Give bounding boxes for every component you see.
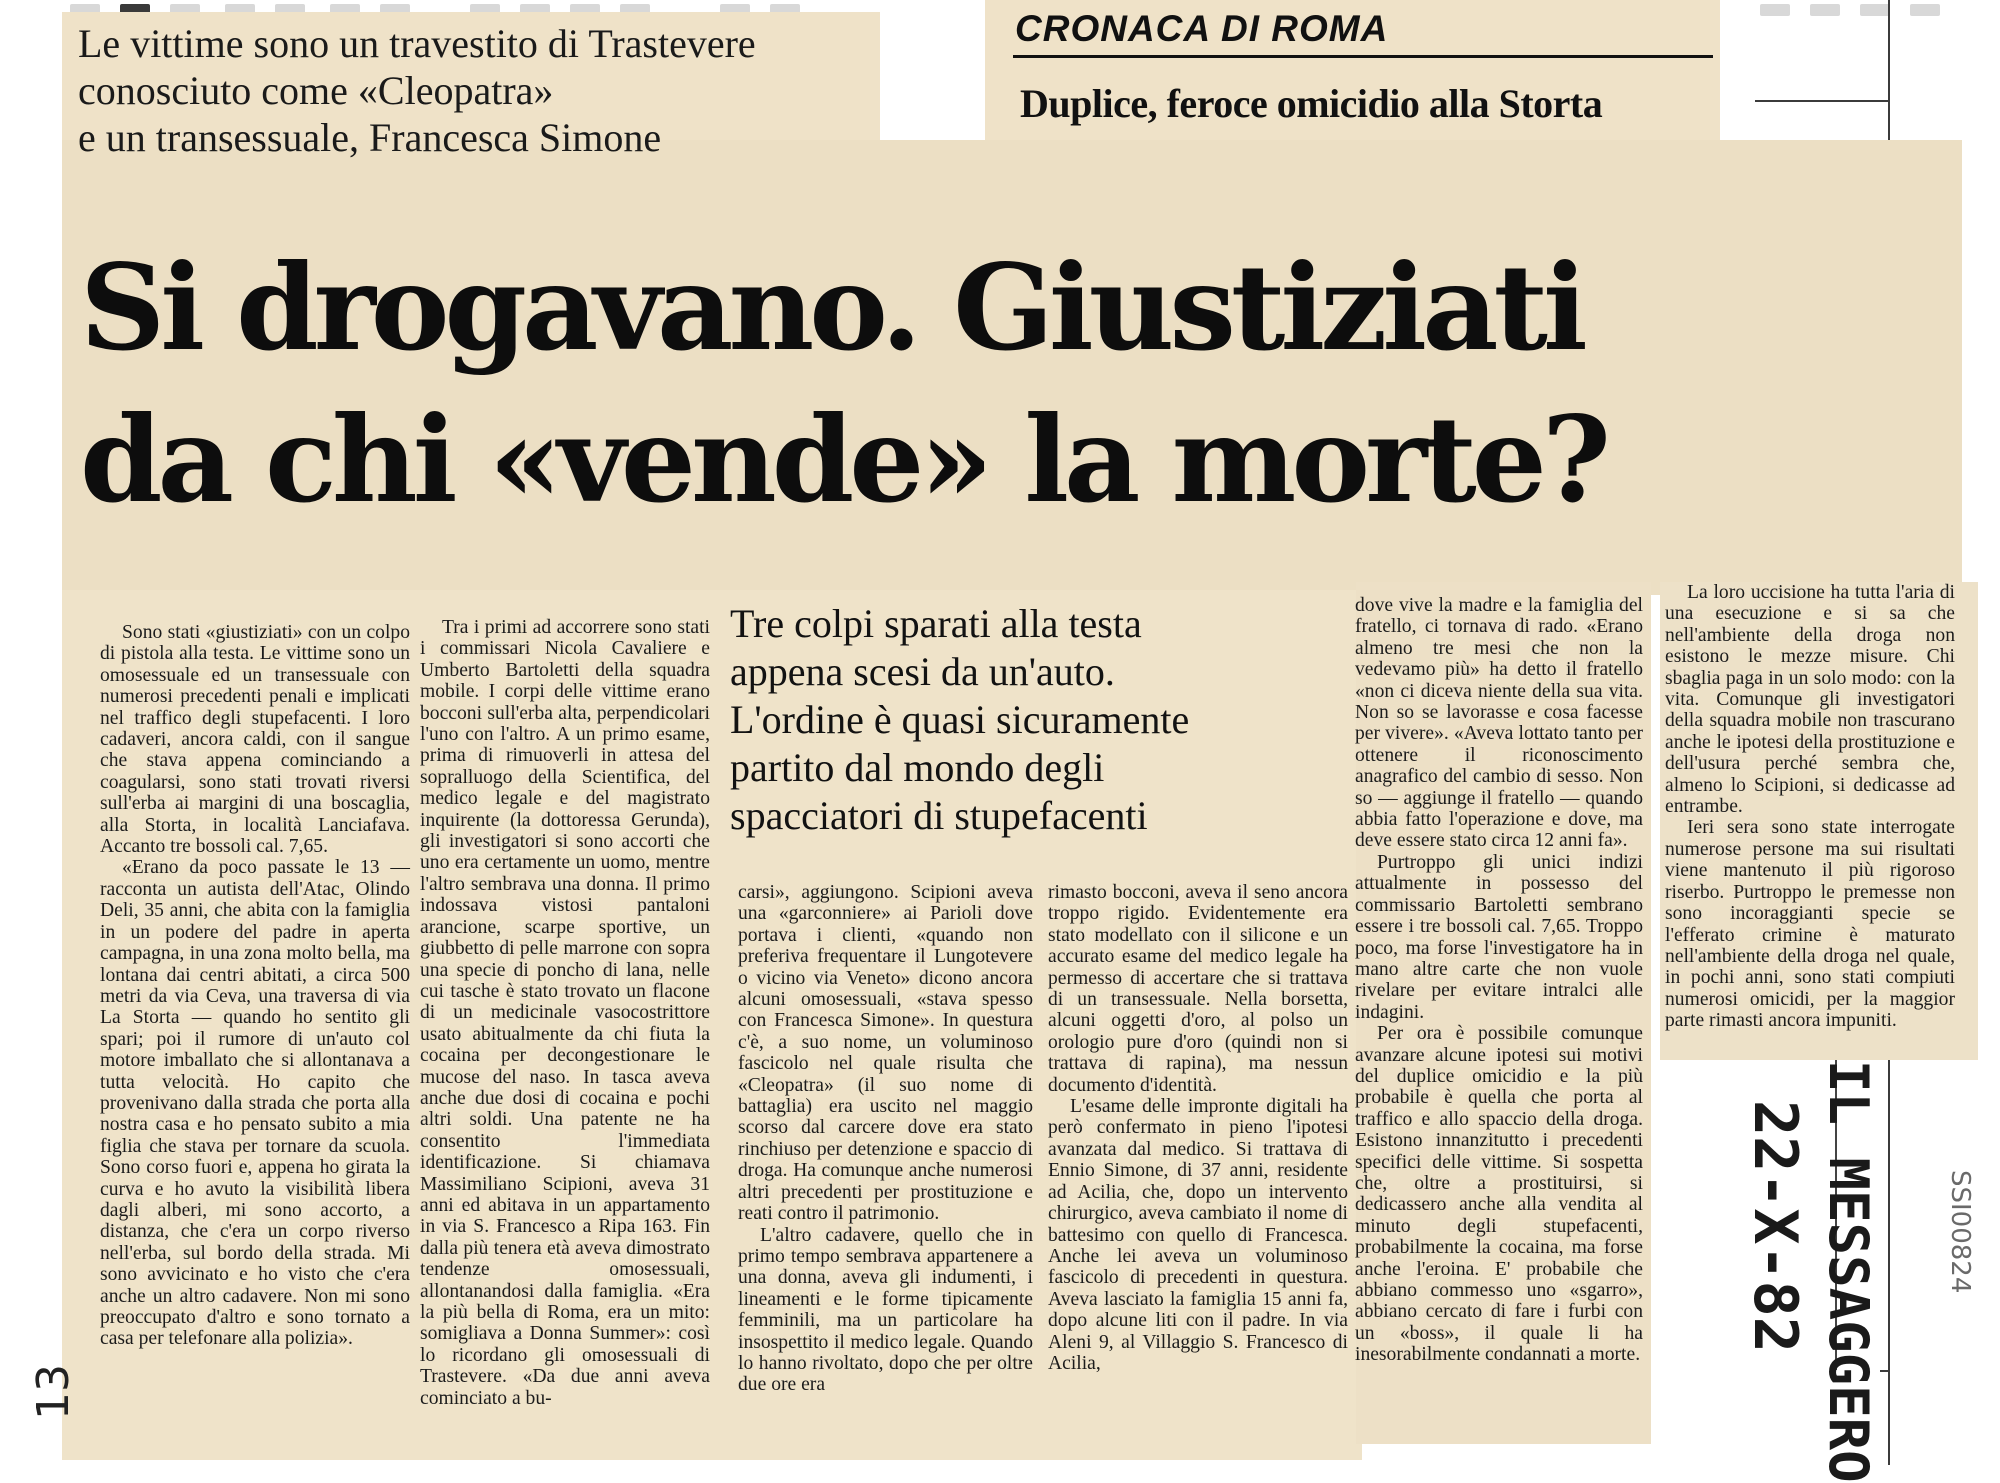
margin-rule xyxy=(1880,1370,1890,1372)
kicker-line: L'ordine è quasi sicuramente xyxy=(730,697,1190,742)
deck-line: conosciuto come «Cleopatra» xyxy=(78,68,554,113)
article-column-6 xyxy=(1665,582,1955,1032)
paragraph: rimasto bocconi, aveva il seno ancora troppo rigido. Evidentemente era stato modellato con il silicone e un accurato esame del medico legale ha permesso di accertare che si trattava di un transessuale. Nella borsetta, alcuni oggetti d'oro, al polso un orologio pure d'oro (quindi non si trattava di rapina), ma nessun documento d'identità. xyxy=(1048,882,1348,1096)
headline-line: Si drogavano. Giustiziati xyxy=(80,238,1583,377)
kicker xyxy=(730,600,1350,840)
archive-stamp: SSI00824 xyxy=(1945,1170,1975,1294)
kicker-line: spacciatori di stupefacenti xyxy=(730,793,1148,838)
handwritten-date-note: 22-X-82 xyxy=(1740,1100,1810,1353)
paragraph: Ieri sera sono state interrogate numerose persone ma sui risultati viene mantenuto il più rigoroso riserbo. Purtroppo le premesse non sono incoraggianti specie se l'efferato crimine è maturato nell'ambiente della droga nel quale, in pochi anni, sono stati compiuti numerosi omicidi, per la maggior parte rimasti ancora impuniti. xyxy=(1665,817,1955,1032)
article-column-5 xyxy=(1355,595,1643,1366)
kicker-line: partito dal mondo degli xyxy=(730,745,1105,790)
paragraph: Per ora è possibile comunque avanzare alcune ipotesi sui motivi del duplice omicidio e la più probabile è quella che porta al traffico e allo spaccio della droga. Esistono innanzitutto i precedenti specifici delle vittime. Si sospetta che, oltre a prostituirsi, si dedicassero anche alla vendita al minuto degli stupefacenti, probabilmente la cocaina, ma forse anche l'eroina. E' probabile che abbiano commesso uno «sgarro», abbiano cercato di fare i furbi con un «boss», il quale li ha inesorabilmente condannati a morte. xyxy=(1355,1023,1643,1366)
paragraph: Purtroppo gli unici indizi attualmente in possesso del commissario Bartoletti sembrano essere i tre bossoli cal. 7,65. Troppo poco, ma forse l'investigatore ha in mano altre carte che non vuole rivelare per evitare intralci alle indagini. xyxy=(1355,851,1643,1023)
margin-rule xyxy=(1755,100,1890,102)
section-title: CRONACA DI ROMA xyxy=(1015,8,1389,49)
page-number: 13 xyxy=(28,1364,79,1420)
paragraph: carsi», aggiungono. Scipioni aveva una «garconniere» ai Parioli dove portava i clienti, «quando non preferiva frequentare il Lungotevere o vicino via Veneto» dicono ancora alcuni omosessuali, «stava spesso con Francesca Simone». In questura c'è, a suo nome, un voluminoso fascicolo nel quale risulta che «Cleopatra» (il suo nome di battaglia) era uscito nel maggio scorso dal carcere dove era stato rinchiuso per detenzione e spaccio di droga. Ha comunque anche numerosi altri precedenti per prostituzione e reati contro il patrimonio. xyxy=(738,882,1033,1225)
article-column-3 xyxy=(738,882,1033,1396)
deck-line: e un transessuale, Francesca Simone xyxy=(78,115,662,160)
article-column-4 xyxy=(1048,882,1348,1374)
headline xyxy=(80,232,1980,536)
article-column-1 xyxy=(100,622,410,1350)
paragraph: «Erano da poco passate le 13 — racconta un autista dell'Atac, Olindo Deli, 35 anni, che abita con la famiglia in un podere del padre in aperta campagna, in una zona molto bella, ma lontana dai centri abitati, a circa 500 metri da via Ceva, una traversa di via La Storta — quando ho sentito gli spari; poi il rumore di un'auto col motore imballato che si allontanava a tutta velocità. Ho capito che provenivano dalla strada che porta alla nostra casa e ho pensato subito a mia figlia che stava per tornare da scuola. Sono corso fuori e, appena ho girata la curva e ho avuto la visibilità libera dagli alberi, mi sono accorto, a distanza, che c'era un corpo riverso nell'erba, sul bordo della strada. Mi sono avvicinato e ho visto che c'era anche un altro cadavere. Non mi sono preoccupato d'altro e sono tornato a casa per telefonare alla polizia». xyxy=(100,857,410,1350)
paragraph: L'altro cadavere, quello che in primo tempo sembrava appartenere a una donna, aveva gli indumenti, i lineamenti e le forme tipicamente femminili, ma un particolare ha insospettito il medico legale. Quando lo hanno rivoltato, dopo che per oltre due ore era xyxy=(738,1224,1033,1396)
paragraph: Sono stati «giustiziati» con un colpo di pistola alla testa. Le vittime sono un omosessuale ed un transessuale con numerosi precedenti penali e implicati nel traffico degli stupefacenti. I loro cadaveri, ancora caldi, con il sangue che stava appena cominciando a coagularsi, sono stati trovati riversi sull'erba ai margini di una boscaglia, alla Storta, in località Lanciafava. Accanto tre bossoli cal. 7,65. xyxy=(100,622,410,858)
section-rule xyxy=(1013,55,1713,58)
kicker-line: Tre colpi sparati alla testa xyxy=(730,601,1142,646)
deck xyxy=(78,20,878,161)
article-column-2 xyxy=(420,617,710,1409)
paragraph: Tra i primi ad accorrere sono stati i commissari Nicola Cavaliere e Umberto Bartoletti della squadra mobile. I corpi delle vittime erano bocconi sull'erba alta, perpendicolari l'uno con l'altro. A un primo esame, prima di rimuoverli in attesa del sopralluogo della Scientifica, del medico legale e del magistrato inquirente (la dottoressa Gerunda), gli investigatori si sono accorti che uno era certamente un uomo, mentre l'altro sembrava una donna. Il primo indossava vistosi pantaloni arancione, scarpe sportive, un giubbetto di pelle marrone con sopra una specie di poncho di lana, nelle cui tasche è stato trovato un flacone di un medicinale vasocostrittore usato abitualmente da chi fiuta la cocaina per decongestionare le mucose del naso. In tasca aveva anche due dosi di cocaina e pochi altri soldi. Una patente ne ha consentito l'immediata identificazione. Si chiamava Massimiliano Scipioni, aveva 31 anni ed abitava in un appartamento in via S. Francesco a Ripa 163. Fin dalla più tenera età aveva dimostrato tendenze omosessuali, allontanandosi dalla famiglia. «Era la più bella di Roma, era un mito: somigliava a Donna Summer»: così lo ricordano gli omosessuali di Trastevere. «Da due anni aveva cominciato a bu- xyxy=(420,617,710,1409)
headline-line: da chi «vende» la morte? xyxy=(80,390,1607,529)
kicker-line: appena scesi da un'auto. xyxy=(730,649,1115,694)
paragraph: La loro uccisione ha tutta l'aria di una esecuzione e si sa che nell'ambiente della droga non esistono le mezze misure. Chi sbaglia paga in un solo modo: con la vita. Comunque gli investigatori della squadra mobile non trascurano anche le ipotesi della prostituzione e dell'usura perché sembra che, almeno lo Scipioni, si dedicasse ad entrambe. xyxy=(1665,582,1955,818)
deck-line: Le vittime sono un travestito di Trastevere xyxy=(78,21,756,66)
subhead: Duplice, feroce omicidio alla Storta xyxy=(1020,81,1603,126)
handwritten-source-note: IL MESSAGGERO xyxy=(1817,1060,1880,1483)
paragraph: dove vive la madre e la famiglia del fratello, ci tornava di rado. «Erano almeno tre mesi che non la vedevamo più» ha detto il fratello «non ci diceva niente della sua vita. Non so se lavorasse e cosa facesse per vivere». «Aveva lottato tanto per ottenere il riconoscimento anagrafico del cambio di sesso. Non so — aggiunge il fratello — quando abbia fatto l'operazione e dove, ma deve essere stato circa 12 anni fa». xyxy=(1355,595,1643,852)
paragraph: L'esame delle impronte digitali ha però confermato in pieno l'ipotesi avanzata dal medico. Si trattava di Ennio Simone, di 37 anni, residente ad Acilia, che, dopo un intervento chirurgico, aveva cambiato il nome di battesimo con quello di Francesca. Anche lei aveva un voluminoso fascicolo di precedenti in questura. Aveva lasciato la famiglia 15 anni fa, dopo alcune liti con il padre. In via Aleni 9, al Villaggio S. Francesco di Acilia, xyxy=(1048,1096,1348,1374)
